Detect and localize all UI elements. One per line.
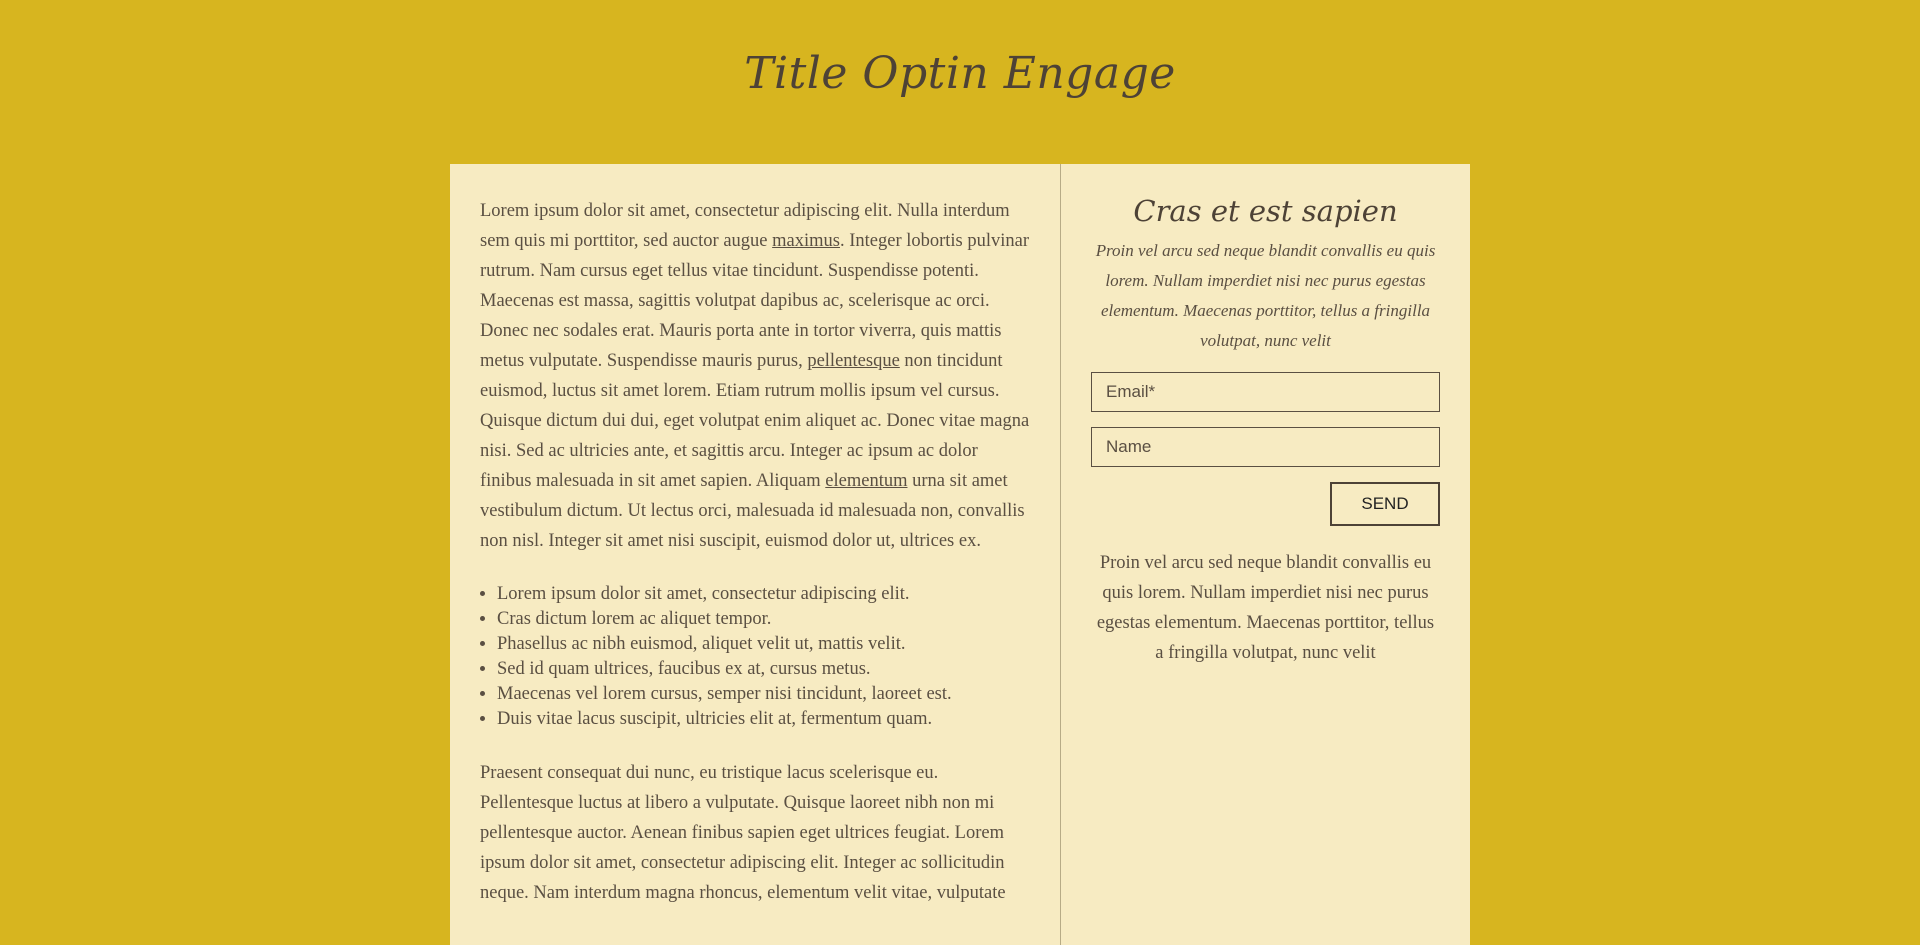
content-panel bbox=[450, 164, 1470, 945]
bullet-list bbox=[480, 582, 1030, 732]
list-item: • Sed id quam ultrices, faucibus ex at, cursus metus. bbox=[497, 657, 1030, 682]
list-item: • Phasellus ac nibh euismod, aliquet velit ut, mattis velit. bbox=[497, 632, 1030, 657]
link-maximus[interactable]: maximus bbox=[772, 231, 840, 251]
sidebar-title: Cras et est sapien bbox=[1133, 194, 1398, 228]
paragraph-text: non tincidunt euismod, luctus sit amet lorem. Etiam rutrum mollis ipsum vel cursus. Quisque dictum dui dui, eget volutpat enim aliquet ac. Donec vitae magna nisi. Sed ac ultricies ante, et sagittis arcu. Integer ac ipsum ac dolor finibus malesuada in sit amet sapien. Aliquam bbox=[480, 351, 1030, 491]
send-button[interactable]: SEND bbox=[1330, 482, 1440, 526]
link-pellentesque[interactable]: pellentesque bbox=[807, 351, 900, 371]
link-elementum[interactable]: elementum bbox=[825, 471, 908, 491]
page-title: Title Optin Engage bbox=[744, 48, 1176, 99]
paragraph-text: . Integer lobortis pulvinar rutrum. Nam cursus eget tellus vitae tincidunt. Suspendisse potenti. Maecenas est massa, sagittis volutpat dapibus ac, scelerisque ac orci. Donec nec sodales erat. Mauris porta ante in tortor viverra, quis mattis metus vulputate. Suspendisse mauris purus, bbox=[480, 231, 1030, 371]
name-field[interactable] bbox=[1091, 427, 1440, 467]
email-field[interactable] bbox=[1091, 372, 1440, 412]
paragraph-text: Lorem ipsum dolor sit amet, consectetur adipiscing elit. Nulla interdum sem quis mi porttitor, sed auctor augue bbox=[480, 201, 1010, 251]
list-item: • Cras dictum lorem ac aliquet tempor. bbox=[497, 607, 1030, 632]
sidebar-subtitle: Proin vel arcu sed neque blandit convallis eu quis lorem. Nullam imperdiet nisi nec purus egestas elementum. Maecenas porttitor, tellus a fringilla volutpat, nunc velit bbox=[1095, 241, 1436, 350]
list-item: • Duis vitae lacus suscipit, ultricies elit at, fermentum quam. bbox=[497, 707, 1030, 732]
list-item: • Maecenas vel lorem cursus, semper nisi tincidunt, laoreet est. bbox=[497, 682, 1030, 707]
send-row bbox=[1091, 482, 1440, 526]
list-item: • Lorem ipsum dolor sit amet, consectetur adipiscing elit. bbox=[497, 582, 1030, 607]
optin-sidebar bbox=[1061, 164, 1470, 945]
sidebar-body-text: Proin vel arcu sed neque blandit convallis eu quis lorem. Nullam imperdiet nisi nec purus egestas elementum. Maecenas porttitor, tellus a fringilla volutpat, nunc velit bbox=[1096, 553, 1435, 663]
second-paragraph: Praesent consequat dui nunc, eu tristique lacus scelerisque eu. Pellentesque luctus at libero a vulputate. Quisque laoreet nibh non mi pellentesque auctor. Aenean finibus sapien eget ultrices feugiat. Lorem ipsum dolor sit amet, consectetur adipiscing elit. Integer ac sollicitudin neque. Nam interdum magna rhoncus, elementum velit vitae, vulputate bbox=[480, 763, 1006, 903]
main-column bbox=[450, 164, 1061, 945]
intro-paragraph bbox=[480, 196, 1030, 556]
paragraph-text: urna sit amet vestibulum dictum. Ut lectus orci, malesuada id malesuada non, convallis non nisl. Integer sit amet nisi suscipit, euismod dolor ut, ultrices ex. bbox=[480, 471, 1025, 551]
